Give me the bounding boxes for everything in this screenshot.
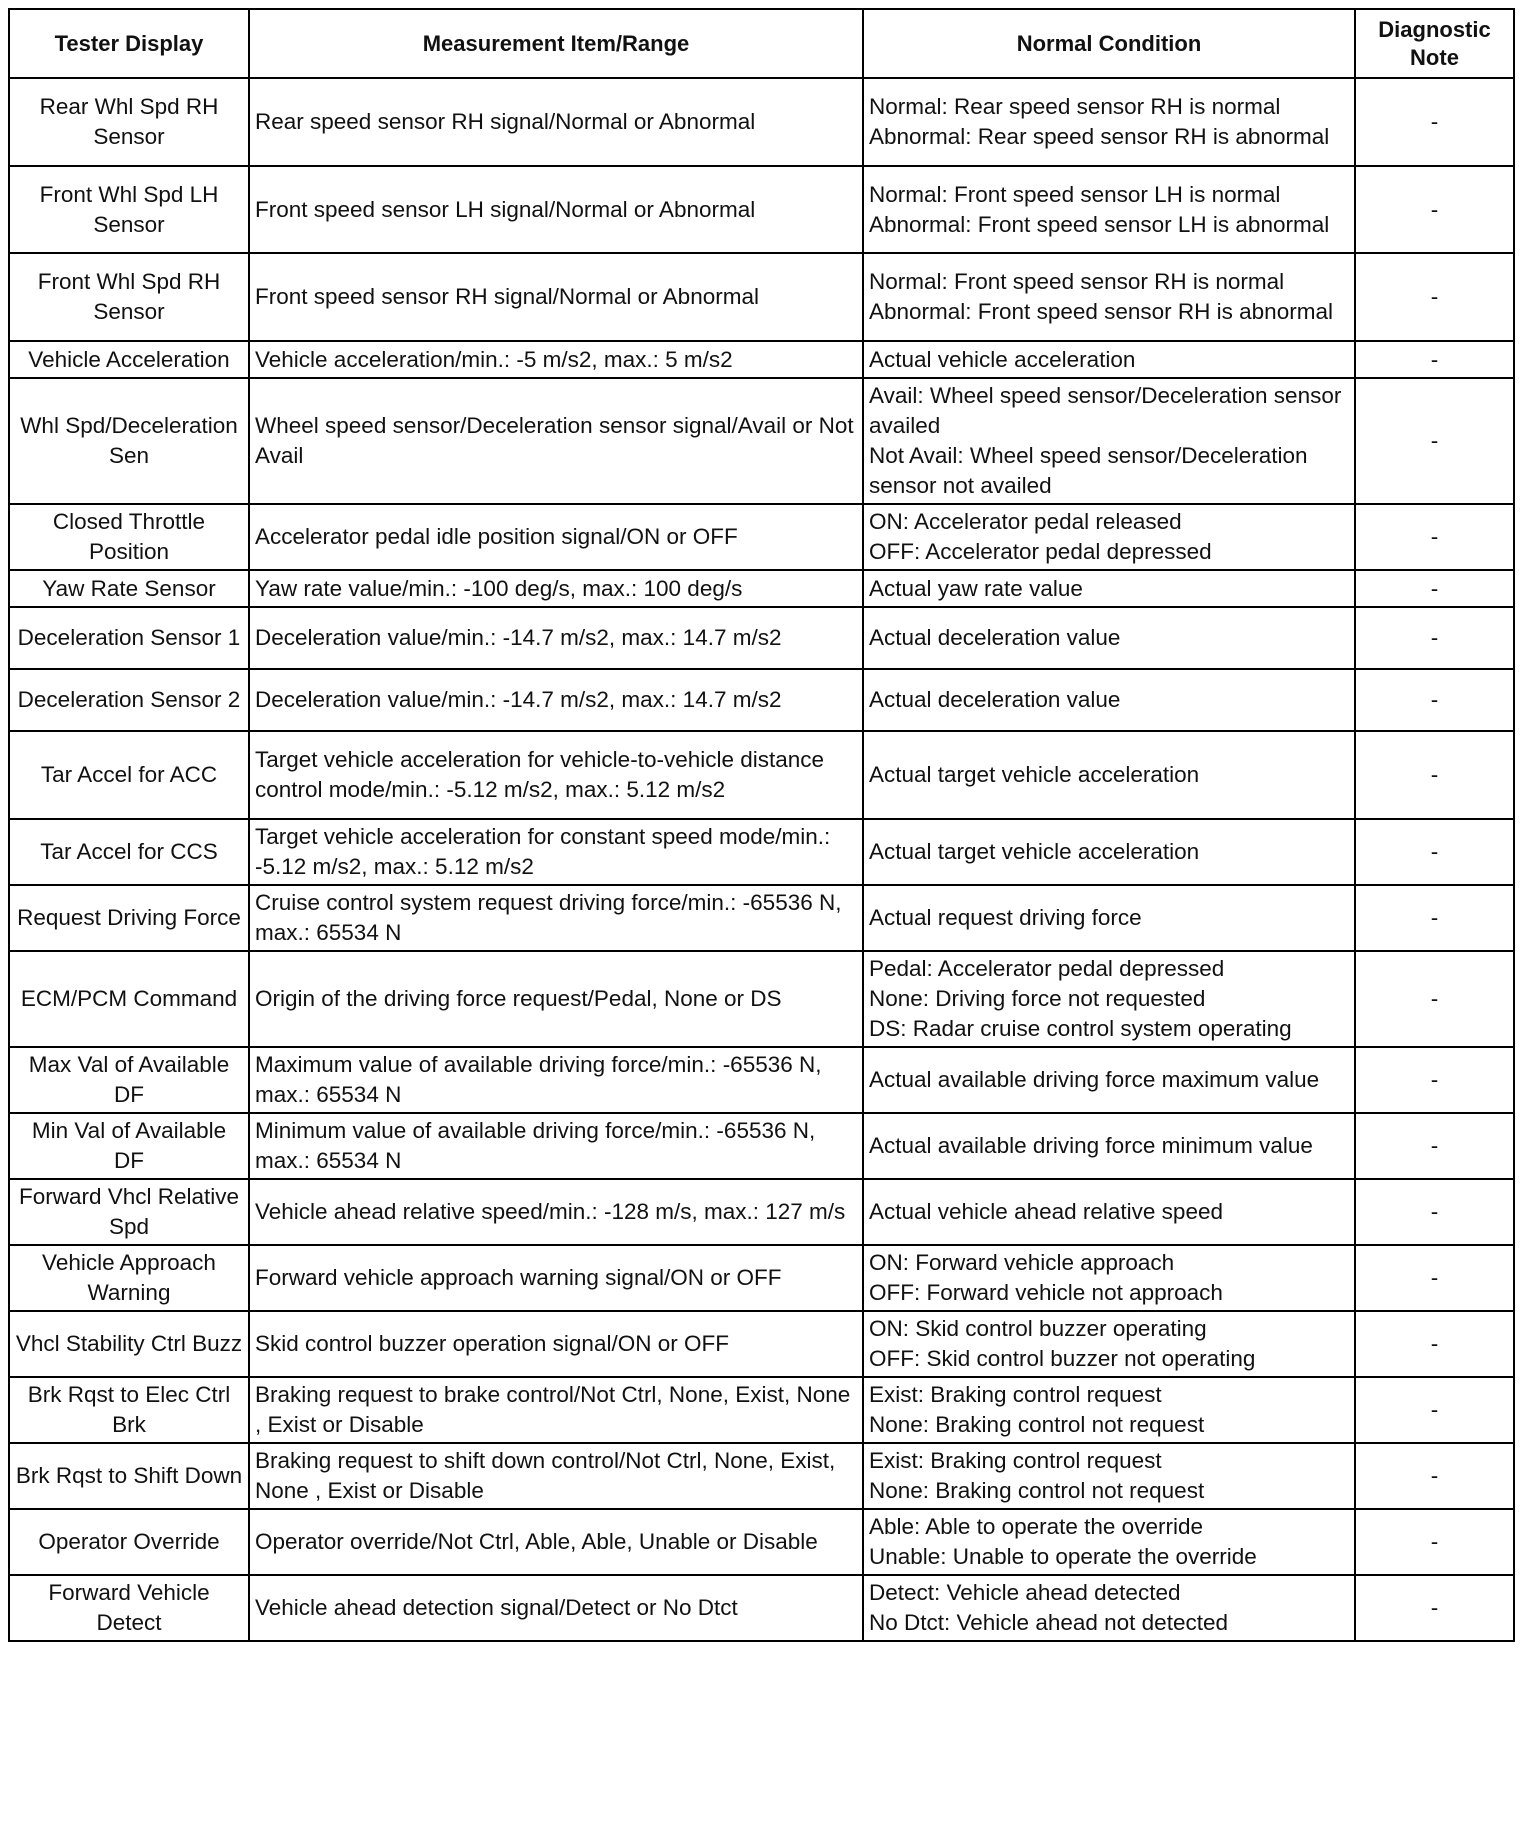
table-row (9, 1113, 1514, 1179)
cell-tester-display: Operator Override (9, 1509, 249, 1575)
cell-diagnostic-note: - (1355, 1575, 1514, 1641)
table-row (9, 607, 1514, 669)
table-row (9, 1245, 1514, 1311)
cell-tester-display: Closed Throttle Position (9, 504, 249, 570)
cell-diagnostic-note: - (1355, 1113, 1514, 1179)
cell-normal-condition: Exist: Braking control request None: Braking control not request (863, 1443, 1355, 1509)
cell-tester-display: Request Driving Force (9, 885, 249, 951)
cell-normal-condition: Actual yaw rate value (863, 570, 1355, 607)
cell-measurement-item: Yaw rate value/min.: -100 deg/s, max.: 100 deg/s (249, 570, 863, 607)
table-body (9, 78, 1514, 1641)
cell-normal-condition: Exist: Braking control request None: Braking control not request (863, 1377, 1355, 1443)
cell-measurement-item: Accelerator pedal idle position signal/ON or OFF (249, 504, 863, 570)
cell-diagnostic-note: - (1355, 607, 1514, 669)
cell-measurement-item: Skid control buzzer operation signal/ON or OFF (249, 1311, 863, 1377)
cell-diagnostic-note: - (1355, 341, 1514, 378)
cell-tester-display: Vehicle Acceleration (9, 341, 249, 378)
table-row (9, 253, 1514, 341)
data-list-table-container (8, 8, 1513, 1642)
cell-normal-condition: Actual available driving force minimum value (863, 1113, 1355, 1179)
cell-measurement-item: Target vehicle acceleration for vehicle-to-vehicle distance control mode/min.: -5.12 m/s2, max.: 5.12 m/s2 (249, 731, 863, 819)
cell-tester-display: Yaw Rate Sensor (9, 570, 249, 607)
cell-measurement-item: Origin of the driving force request/Pedal, None or DS (249, 951, 863, 1047)
cell-tester-display: Front Whl Spd RH Sensor (9, 253, 249, 341)
cell-tester-display: Min Val of Available DF (9, 1113, 249, 1179)
cell-diagnostic-note: - (1355, 1377, 1514, 1443)
cell-measurement-item: Wheel speed sensor/Deceleration sensor signal/Avail or Not Avail (249, 378, 863, 504)
cell-normal-condition: Actual vehicle ahead relative speed (863, 1179, 1355, 1245)
header-tester-display: Tester Display (9, 9, 249, 78)
table-row (9, 1509, 1514, 1575)
cell-measurement-item: Front speed sensor RH signal/Normal or Abnormal (249, 253, 863, 341)
cell-diagnostic-note: - (1355, 951, 1514, 1047)
cell-diagnostic-note: - (1355, 1509, 1514, 1575)
cell-measurement-item: Braking request to brake control/Not Ctrl, None, Exist, None , Exist or Disable (249, 1377, 863, 1443)
cell-tester-display: Deceleration Sensor 1 (9, 607, 249, 669)
cell-diagnostic-note: - (1355, 819, 1514, 885)
cell-normal-condition: Actual deceleration value (863, 607, 1355, 669)
cell-tester-display: Deceleration Sensor 2 (9, 669, 249, 731)
cell-normal-condition: Able: Able to operate the override Unable: Unable to operate the override (863, 1509, 1355, 1575)
header-normal-condition: Normal Condition (863, 9, 1355, 78)
cell-tester-display: Tar Accel for ACC (9, 731, 249, 819)
cell-tester-display: Forward Vehicle Detect (9, 1575, 249, 1641)
table-row (9, 1311, 1514, 1377)
cell-normal-condition: Pedal: Accelerator pedal depressed None: Driving force not requested DS: Radar cruise control system operating (863, 951, 1355, 1047)
cell-measurement-item: Operator override/Not Ctrl, Able, Able, Unable or Disable (249, 1509, 863, 1575)
table-row (9, 885, 1514, 951)
cell-diagnostic-note: - (1355, 1047, 1514, 1113)
cell-measurement-item: Front speed sensor LH signal/Normal or Abnormal (249, 166, 863, 253)
cell-diagnostic-note: - (1355, 378, 1514, 504)
header-measurement-item: Measurement Item/Range (249, 9, 863, 78)
cell-diagnostic-note: - (1355, 1443, 1514, 1509)
cell-tester-display: Whl Spd/Deceleration Sen (9, 378, 249, 504)
cell-normal-condition: Actual deceleration value (863, 669, 1355, 731)
cell-diagnostic-note: - (1355, 1311, 1514, 1377)
cell-tester-display: Forward Vhcl Relative Spd (9, 1179, 249, 1245)
table-row (9, 1377, 1514, 1443)
cell-measurement-item: Deceleration value/min.: -14.7 m/s2, max.: 14.7 m/s2 (249, 669, 863, 731)
cell-measurement-item: Vehicle acceleration/min.: -5 m/s2, max.: 5 m/s2 (249, 341, 863, 378)
cell-normal-condition: ON: Skid control buzzer operating OFF: Skid control buzzer not operating (863, 1311, 1355, 1377)
cell-normal-condition: Avail: Wheel speed sensor/Deceleration sensor availed Not Avail: Wheel speed sensor/Deceleration sensor not availed (863, 378, 1355, 504)
table-row (9, 378, 1514, 504)
cell-measurement-item: Maximum value of available driving force/min.: -65536 N, max.: 65534 N (249, 1047, 863, 1113)
table-row (9, 1179, 1514, 1245)
cell-tester-display: Vhcl Stability Ctrl Buzz (9, 1311, 249, 1377)
cell-normal-condition: Actual vehicle acceleration (863, 341, 1355, 378)
table-row (9, 341, 1514, 378)
cell-measurement-item: Minimum value of available driving force/min.: -65536 N, max.: 65534 N (249, 1113, 863, 1179)
cell-diagnostic-note: - (1355, 669, 1514, 731)
table-row (9, 166, 1514, 253)
cell-measurement-item: Cruise control system request driving force/min.: -65536 N, max.: 65534 N (249, 885, 863, 951)
table-row (9, 1575, 1514, 1641)
cell-normal-condition: Actual target vehicle acceleration (863, 731, 1355, 819)
cell-diagnostic-note: - (1355, 731, 1514, 819)
cell-diagnostic-note: - (1355, 1179, 1514, 1245)
cell-diagnostic-note: - (1355, 504, 1514, 570)
cell-diagnostic-note: - (1355, 253, 1514, 341)
cell-tester-display: ECM/PCM Command (9, 951, 249, 1047)
cell-normal-condition: Actual target vehicle acceleration (863, 819, 1355, 885)
cell-measurement-item: Vehicle ahead detection signal/Detect or No Dtct (249, 1575, 863, 1641)
cell-measurement-item: Vehicle ahead relative speed/min.: -128 m/s, max.: 127 m/s (249, 1179, 863, 1245)
cell-tester-display: Max Val of Available DF (9, 1047, 249, 1113)
cell-normal-condition: Actual available driving force maximum value (863, 1047, 1355, 1113)
header-diagnostic-note: Diagnostic Note (1355, 9, 1514, 78)
table-row (9, 1443, 1514, 1509)
cell-tester-display: Vehicle Approach Warning (9, 1245, 249, 1311)
cell-diagnostic-note: - (1355, 78, 1514, 166)
cell-normal-condition: Normal: Rear speed sensor RH is normal Abnormal: Rear speed sensor RH is abnormal (863, 78, 1355, 166)
cell-measurement-item: Target vehicle acceleration for constant speed mode/min.: -5.12 m/s2, max.: 5.12 m/s2 (249, 819, 863, 885)
table-row (9, 951, 1514, 1047)
cell-normal-condition: Detect: Vehicle ahead detected No Dtct: Vehicle ahead not detected (863, 1575, 1355, 1641)
table-row (9, 1047, 1514, 1113)
cell-measurement-item: Forward vehicle approach warning signal/ON or OFF (249, 1245, 863, 1311)
cell-normal-condition: ON: Forward vehicle approach OFF: Forward vehicle not approach (863, 1245, 1355, 1311)
cell-diagnostic-note: - (1355, 1245, 1514, 1311)
cell-tester-display: Tar Accel for CCS (9, 819, 249, 885)
cell-normal-condition: Normal: Front speed sensor RH is normal Abnormal: Front speed sensor RH is abnormal (863, 253, 1355, 341)
cell-measurement-item: Rear speed sensor RH signal/Normal or Abnormal (249, 78, 863, 166)
cell-normal-condition: Actual request driving force (863, 885, 1355, 951)
cell-diagnostic-note: - (1355, 885, 1514, 951)
header-row (9, 9, 1514, 78)
data-list-table (8, 8, 1515, 1642)
cell-tester-display: Brk Rqst to Elec Ctrl Brk (9, 1377, 249, 1443)
cell-normal-condition: Normal: Front speed sensor LH is normal Abnormal: Front speed sensor LH is abnormal (863, 166, 1355, 253)
table-row (9, 78, 1514, 166)
table-header (9, 9, 1514, 78)
cell-measurement-item: Deceleration value/min.: -14.7 m/s2, max.: 14.7 m/s2 (249, 607, 863, 669)
table-row (9, 570, 1514, 607)
table-row (9, 819, 1514, 885)
cell-normal-condition: ON: Accelerator pedal released OFF: Accelerator pedal depressed (863, 504, 1355, 570)
cell-tester-display: Brk Rqst to Shift Down (9, 1443, 249, 1509)
table-row (9, 731, 1514, 819)
table-row (9, 504, 1514, 570)
cell-diagnostic-note: - (1355, 570, 1514, 607)
cell-tester-display: Front Whl Spd LH Sensor (9, 166, 249, 253)
table-row (9, 669, 1514, 731)
cell-tester-display: Rear Whl Spd RH Sensor (9, 78, 249, 166)
cell-diagnostic-note: - (1355, 166, 1514, 253)
cell-measurement-item: Braking request to shift down control/Not Ctrl, None, Exist, None , Exist or Disable (249, 1443, 863, 1509)
